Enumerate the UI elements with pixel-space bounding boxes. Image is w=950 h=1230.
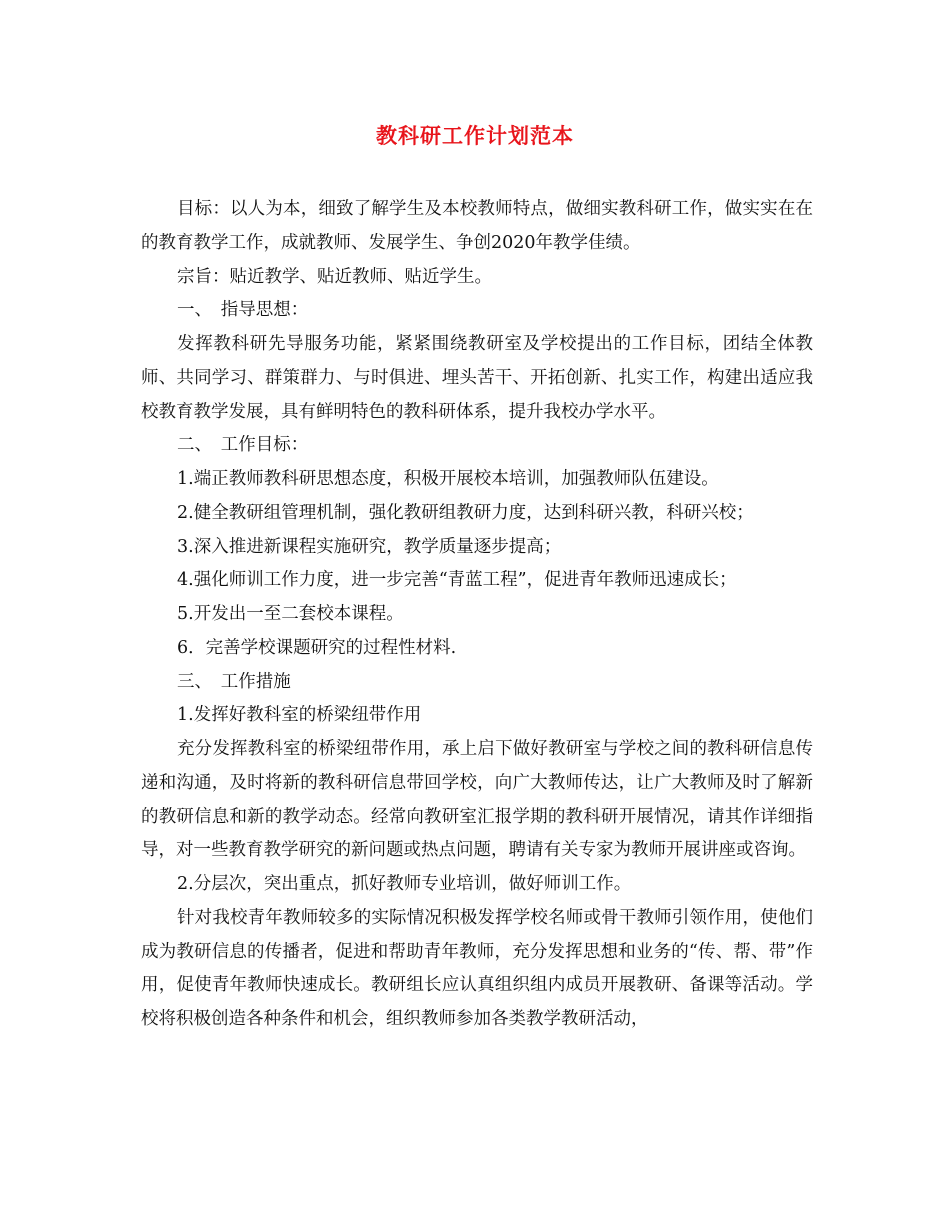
document-title: 教科研工作计划范本 [376,123,574,148]
work-goal-item: 6．完善学校课题研究的过程性材料. [177,637,457,658]
measure-paragraph: 充分发挥教科室的桥梁纽带作用，承上启下做好教研室与学校之间的教科研信息传递和沟通，及时将新的教科研信息带回学校，向广大教师传达，让广大教师及时了解新的教研信息和新的教学动态。经常向教研室汇报学期的教科研开展情况，请其作详细指导，对一些教育教学研究的新问题或热点问题，聘请有关专家为教师开展讲座或咨询。 [141,739,813,861]
section-heading-guiding-ideology: 一、 指导思想： [177,300,309,321]
section-heading-work-goals: 二、 工作目标： [177,435,309,456]
document-body [141,193,813,1037]
work-goal-item: 1.端正教师教科研思想态度，积极开展校本培训，加强教师队伍建设。 [177,469,719,489]
section-heading-work-measures: 三、 工作措施 [177,671,291,692]
measure-subheading: 2.分层次，突出重点，抓好教师专业培训，做好师训工作。 [177,874,632,894]
work-goal-item: 3.深入推进新课程实施研究，教学质量逐步提高； [177,536,562,557]
goal-paragraph: 目标：以人为本，细致了解学生及本校教师特点，做细实教科研工作，做实实在在的教育教学工作，成就教师、发展学生、争创2020年教学佳绩。 [141,199,813,253]
work-goal-item: 4.强化师训工作力度，进一步完善“青蓝工程”，促进青年教师迅速成长； [177,570,737,591]
purpose-paragraph: 宗旨：贴近教学、贴近教师、贴近学生。 [177,266,492,287]
work-goal-item: 2.健全教研组管理机制，强化教研组教研力度，达到科研兴教，科研兴校； [177,502,754,523]
measure-paragraph: 针对我校青年教师较多的实际情况积极发挥学校名师或骨干教师引领作用，使他们成为教研信息的传播者，促进和帮助青年教师，充分发挥思想和业务的“传、帮、带”作用，促使青年教师快速成长。教研组长应认真组织组内成员开展教研、备课等活动。学校将积极创造各种条件和机会，组织教师参加各类教学教研活动， [141,907,813,1029]
guiding-ideology-paragraph: 发挥教科研先导服务功能，紧紧围绕教研室及学校提出的工作目标，团结全体教师、共同学习、群策群力、与时俱进、埋头苦干、开拓创新、扎实工作，构建出适应我校教育教学发展，具有鲜明特色的教科研体系，提升我校办学水平。 [141,334,813,422]
work-goal-item: 5.开发出一至二套校本课程。 [177,604,404,624]
measure-subheading: 1.发挥好教科室的桥梁纽带作用 [177,705,422,726]
